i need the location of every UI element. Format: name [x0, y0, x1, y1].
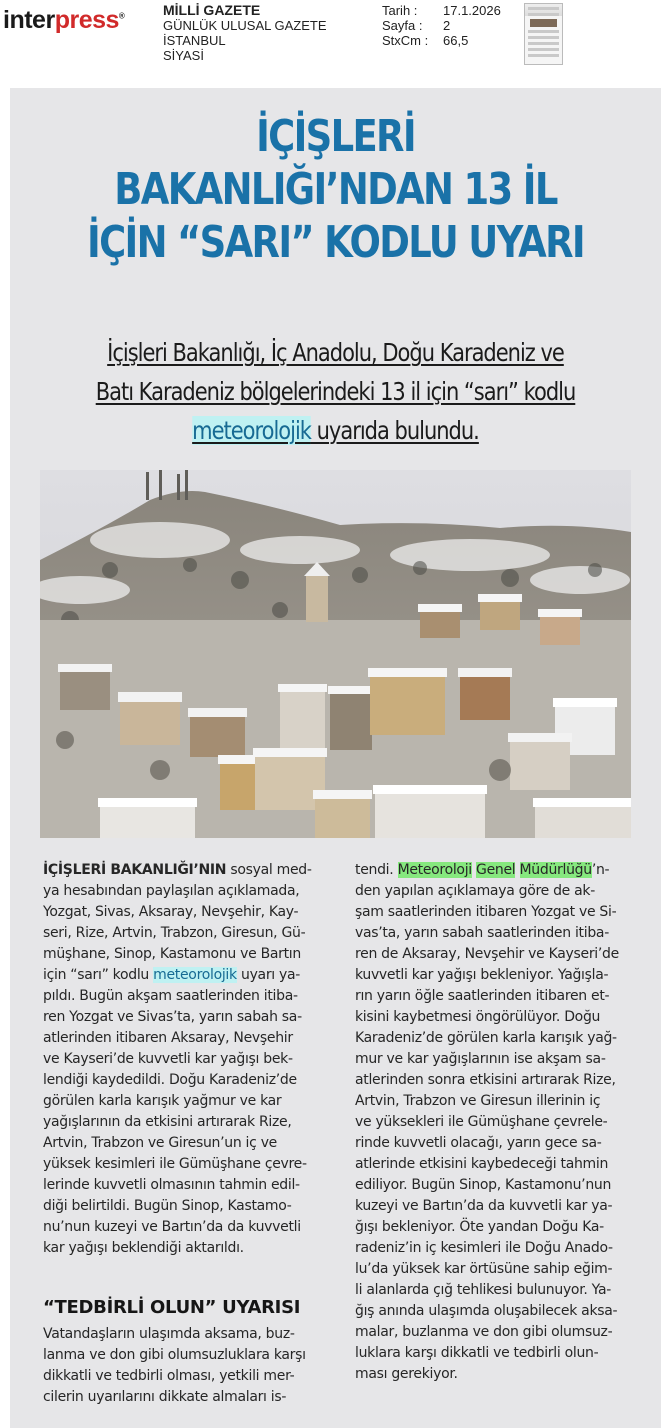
headline-line-2: BAKANLIĞI’NDAN 13 İL — [114, 164, 557, 215]
size-row: StxCm : 66,5 — [382, 33, 469, 48]
body-line: ya hesabından paylaşılan açıklamada, — [43, 883, 300, 899]
body-line: den yapılan açıklamaya göre de ak- — [355, 883, 595, 899]
date-row: Tarih : 17.1.2026 — [382, 3, 501, 18]
body-line: şam saatlerinden itibaren Yozgat ve Si- — [355, 904, 617, 920]
keyword-highlight: Meteoroloji — [397, 862, 472, 878]
body-line: ve yüksekleri ile Gümüşhane çevrele- — [355, 1114, 608, 1130]
size-value: 66,5 — [443, 33, 469, 48]
body-line: rın yarın öğle saatlerinden itibaren et- — [355, 988, 610, 1004]
body-line: yağışlarının da etkisini artırarak Rize, — [43, 1114, 292, 1130]
body-line: nu’nun kuzeyi ve Bartın’da da kuvvetli — [43, 1219, 301, 1235]
keyword-highlight: Müdürlüğü — [519, 862, 592, 878]
body-line: lanma ve don gibi olumsuzluklara karşı — [43, 1347, 306, 1363]
body-line: görülen karla karışık yağmur ve kar — [43, 1093, 282, 1109]
article-subheading: “TEDBİRLİ OLUN” UYARISI — [43, 1297, 301, 1318]
body-line: müşhane, Sinop, Kastamonu ve Bartın — [43, 946, 301, 962]
body-line: Artvin, Trabzon ve Giresun’un iç ve — [43, 1135, 277, 1151]
article-headline — [62, 110, 609, 269]
keyword-highlight: Genel — [476, 862, 516, 878]
lead-in-bold: İÇİŞLERİ BAKANLIĞI’NIN — [43, 862, 227, 878]
body-line: ve Kayseri’de kuvvetli kar yağışı bek- — [43, 1051, 293, 1067]
body-line: ğışı bekleniyor. Öte yandan Doğu Ka- — [355, 1219, 604, 1235]
body-line: Artvin, Trabzon ve Giresun illerinin iç — [355, 1093, 601, 1109]
interpress-logo — [3, 6, 124, 35]
publication-city: İSTANBUL — [163, 33, 226, 48]
lead-line-2: Batı Karadeniz bölgelerindeki 13 il için “sarı” kodlu — [95, 377, 576, 406]
body-line: lendiği kaydedildi. Doğu Karadeniz’de — [43, 1072, 297, 1088]
headline-line-3: İÇİN “SARI” KODLU UYARI — [87, 217, 584, 268]
article-column-1: İÇİŞLERİ BAKANLIĞI’NIN sosyal med- ya hesabından paylaşılan açıklamada, Yozgat, Sivas, Aksaray, Nevşehir, Kay- seri, Rize, Artvin, Trabzon, Giresun, Gü- müşhane, Sinop, Kastamonu ve Bartın için “sarı” kodlu meteorolojik uyarı ya- pıldı. Bugün akşam saatlerinden itiba- ren Yozgat ve Sivas’ta, yarın sabah sa- atlerinden itibaren Aksaray, Nevşehir ve Kayseri’de kuvvetli kar yağışı bek- lendiği kaydedildi. Doğu Karadeniz’de görülen karla karışık yağmur ve kar yağışlarının da etkisini artırarak Rize, Artvin, Trabzon ve Giresun’un iç ve yüksek kesimleri ile Gümüşhane çevre- lerinde kuvvetli olmasının tahmin edil- diği belirtildi. Bugün Sinop, Kastamo- nu’nun kuzeyi ve Bartın’da da kuvvetli kar yağışı beklendiği aktarıldı. — [43, 860, 315, 1259]
body-line: seri, Rize, Artvin, Trabzon, Giresun, Gü- — [43, 925, 306, 941]
body-line: ren Yozgat ve Sivas’ta, yarın sabah sa- — [43, 1009, 302, 1025]
body-line: Vatandaşların ulaşımda aksama, buz- — [43, 1326, 295, 1342]
body-line: kuzeyi ve Bartın’da da kuvvetli kar ya- — [355, 1198, 613, 1214]
article-column-1-continued — [43, 1324, 315, 1408]
body-line: atlerinde etkisini kaybedeceği tahmin — [355, 1156, 609, 1172]
publication-type: GÜNLÜK ULUSAL GAZETE — [163, 18, 327, 33]
lead-line-1: İçişleri Bakanlığı, İç Anadolu, Doğu Karadeniz ve — [107, 338, 564, 367]
body-line: luklara karşı dikkatli ve tedbirli olun- — [355, 1345, 599, 1361]
lead-highlight: meteorolojik — [192, 416, 311, 445]
body-line: Yozgat, Sivas, Aksaray, Nevşehir, Kay- — [43, 904, 299, 920]
lead-line-3: uyarıda bulundu. — [310, 416, 479, 445]
body-line: cilerin uyarılarını dikkate almaları is- — [43, 1389, 287, 1405]
body-line: ren de Aksaray, Nevşehir ve Kayseri’de — [355, 946, 619, 962]
page-row: Sayfa : 2 — [382, 18, 451, 33]
date-value: 17.1.2026 — [443, 3, 501, 18]
article-column-2: tendi. Meteoroloji Genel Müdürlüğü’n- den yapılan açıklamaya göre de ak- şam saatlerinden itibaren Yozgat ve Si- vas’ta, yarın sabah saatlerinden itiba- ren de Aksaray, Nevşehir ve Kayseri’de kuvvetli kar yağışı bekleniyor. Yağışla- rın yarın öğle saatlerinden itibaren et- kisini kaybetmesi öngörülüyor. Doğu Karadeniz’de görülen karla karışık yağ- mur ve kar yağışlarının ise akşam sa- atlerinden sonra etkisini artırarak Rize, Artvin, Trabzon ve Giresun illerinin iç ve yüksekleri ile Gümüşhane çevrele- rinde kuvvetli olacağı, yarın gece sa- atlerinde etkisini kaybedeceği tahmin ediliyor. Bugün Sinop, Kastamonu’nun kuzeyi ve Bartın’da da kuvvetli kar ya- ğışı bekleniyor. Öte yandan Doğu Ka- radeniz’in iç kesimleri ile Doğu Anado- lu’da yüksek kar örtüsüne sahip eğim- li alanlarda çığ tehlikesi bulunuyor. Ya- ğış anında ulaşımda oluşabilecek aksa- malar, buzlanma ve don gibi olumsuz- luklara karşı dikkatli ve tedbirli olun- ması gerekiyor. — [355, 860, 627, 1385]
logo-text-1: inter — [3, 6, 55, 34]
publication-name: MİLLİ GAZETE — [163, 2, 261, 18]
photo-illustration — [40, 470, 631, 838]
body-line: yüksek kesimleri ile Gümüşhane çevre- — [43, 1156, 307, 1172]
publication-info — [163, 3, 327, 63]
body-line: rinde kuvvetli olacağı, yarın gece sa- — [355, 1135, 602, 1151]
body-line: radeniz’in iç kesimleri ile Doğu Anado- — [355, 1240, 613, 1256]
clipping-header — [0, 0, 671, 84]
body-line: ediliyor. Bugün Sinop, Kastamonu’nun — [355, 1177, 612, 1193]
logo-text-2: press — [54, 6, 119, 34]
body-line: atlerinden sonra etkisini artırarak Rize, — [355, 1072, 616, 1088]
body-line: kisini kaybetmesi öngörülüyor. Doğu — [355, 1009, 601, 1025]
body-line: pıldı. Bugün akşam saatlerinden itiba- — [43, 988, 298, 1004]
publication-category: SİYASİ — [163, 48, 204, 63]
keyword-highlight: meteorolojik — [153, 967, 237, 983]
snowy-town-photo — [40, 470, 631, 838]
body-line: ması gerekiyor. — [355, 1366, 458, 1382]
page-thumbnail[interactable] — [524, 3, 563, 65]
body-line: dikkatli ve tedbirli olması, yetkili mer- — [43, 1368, 295, 1384]
body-line: kar yağışı beklendiği aktarıldı. — [43, 1240, 244, 1256]
body-line: lu’da yüksek kar örtüsüne sahip eğim- — [355, 1261, 613, 1277]
body-line: diği belirtildi. Bugün Sinop, Kastamo- — [43, 1198, 292, 1214]
body-line: Karadeniz’de görülen karla karışık yağ- — [355, 1030, 617, 1046]
body-line: ğış anında ulaşımda oluşabilecek aksa- — [355, 1303, 618, 1319]
body-line: mur ve kar yağışlarının ise akşam sa- — [355, 1051, 606, 1067]
body-line: kuvvetli kar yağışı bekleniyor. Yağışla- — [355, 967, 609, 983]
body-line: vas’ta, yarın sabah saatlerinden itiba- — [355, 925, 609, 941]
body-line: lerinde kuvvetli olmasının tahmin edil- — [43, 1177, 300, 1193]
logo-mark: ® — [118, 11, 125, 21]
clipping-details — [382, 3, 501, 48]
article-lead — [70, 333, 600, 450]
body-line: malar, buzlanma ve don gibi olumsuz- — [355, 1324, 613, 1340]
headline-line-1: İÇİŞLERİ — [256, 111, 415, 162]
body-line: atlerinden itibaren Aksaray, Nevşehir — [43, 1030, 293, 1046]
page-value: 2 — [443, 18, 451, 33]
body-line: li alanlarda çığ tehlikesi bulunuyor. Ya- — [355, 1282, 612, 1298]
